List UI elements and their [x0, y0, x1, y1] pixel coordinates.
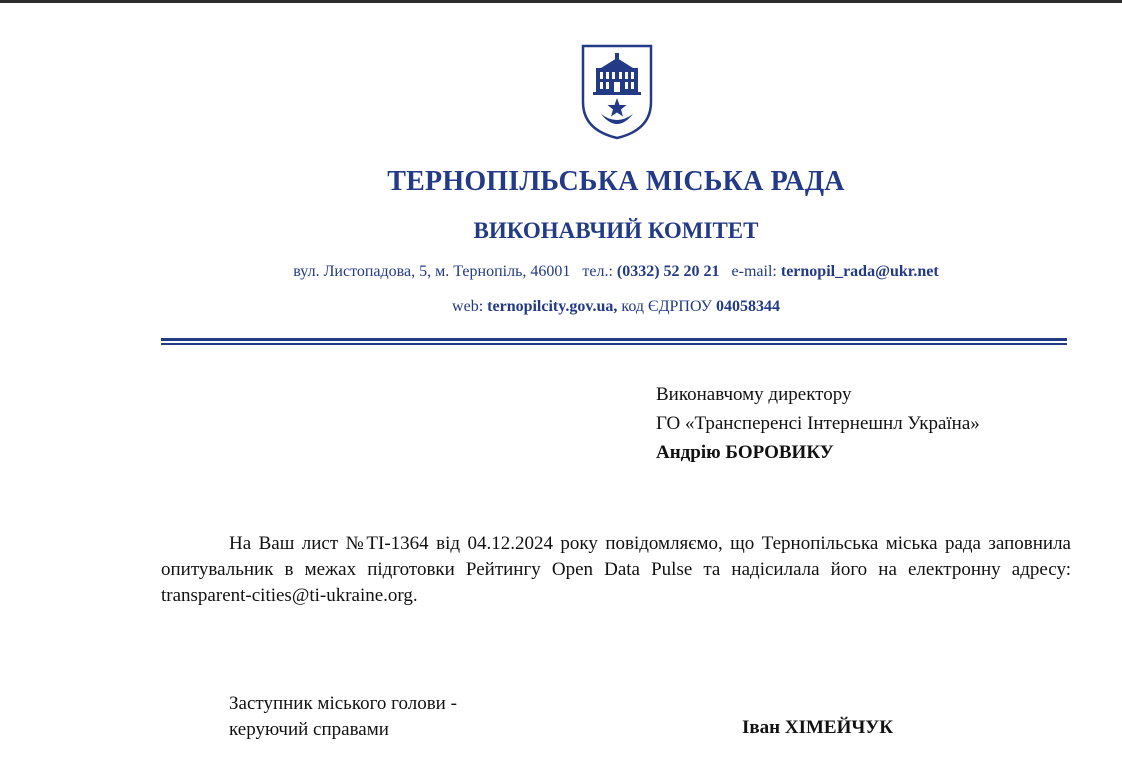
addressee-block [656, 380, 980, 467]
contacts-line-address [0, 263, 1122, 281]
letter-body: На Ваш лист №ТІ-1364 від 04.12.2024 року повідомляємо, що Тернопільська міська рада заповнила опитувальник в межах підготовки Рейтингу Open Data Pulse та надісилала його на електронну адресу: transparent-cities@ti-ukraine.org. [161, 533, 1071, 606]
edrpou-value: 04058344 [715, 298, 780, 315]
signatory-position-line1: Заступник міського голови - [229, 693, 457, 714]
addressee-name: Андрію БОРОВИКУ [656, 442, 834, 463]
addressee-title: Виконавчому директору [656, 384, 852, 405]
org-title: ТЕРНОПІЛЬСЬКА МІСЬКА РАДА [387, 166, 845, 197]
signatory-position [229, 691, 457, 743]
contacts-line-web [0, 298, 1122, 316]
signatory-name: Іван ХІМЕЙЧУК [742, 717, 894, 738]
email-label: e-mail: [731, 263, 777, 280]
signatory-position-line2: керуючий справами [229, 719, 389, 740]
city-coat-of-arms-icon [581, 44, 653, 140]
page-top-edge [0, 0, 1122, 3]
addressee-organization: ГО «Трансперенсі Інтернешнл Україна» [656, 413, 980, 434]
committee-title: ВИКОНАВЧИЙ КОМІТЕТ [473, 218, 759, 243]
phone-label: тел.: [582, 263, 613, 280]
email-value: ternopil_rada@ukr.net [780, 263, 939, 280]
web-value: ternopilcity.gov.ua, [487, 298, 618, 315]
edrpou-label: код ЄДРПОУ [621, 298, 712, 315]
phone-value: (0332) 52 20 21 [616, 263, 720, 280]
header-divider-thin [161, 343, 1067, 345]
web-label: web: [452, 298, 484, 315]
address-text: вул. Листопадова, 5, м. Тернопіль, 46001 [293, 263, 571, 280]
header-divider-thick [161, 338, 1067, 341]
